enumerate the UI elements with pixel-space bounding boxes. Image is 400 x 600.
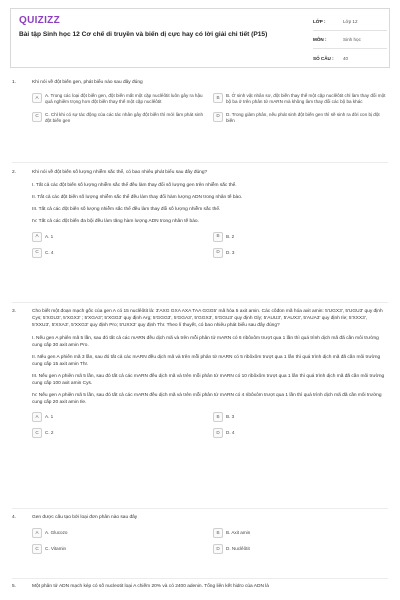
meta-key: SỐ CÂU :: [313, 55, 334, 61]
question-number: 5.: [12, 584, 17, 589]
option-letter-box: D: [213, 248, 223, 258]
option-text: C. Vitamin: [45, 545, 67, 551]
option-b[interactable]: [213, 528, 386, 538]
option-text: B. 3: [226, 414, 235, 420]
question-number: 2.: [12, 170, 17, 175]
option-c[interactable]: [32, 112, 205, 125]
option-d[interactable]: [213, 248, 386, 258]
divider: [12, 578, 388, 579]
meta-value: Lớp 12: [343, 19, 358, 24]
option-letter-box: A: [32, 412, 42, 422]
option-letter-box: A: [32, 232, 42, 242]
statement-iv: IV. Nếu gen A phiên mã 5 lần, sau đó tất cả các mARN đều dịch mã và trên mỗi phân tử mARN có 4 ribôxôm trượt qua 1 lần thì quá trình dịch mã đã cần môi trường cung cấp 20 axit amin Ile.: [32, 392, 382, 405]
option-d[interactable]: [213, 428, 386, 438]
option-letter-box: B: [213, 93, 223, 103]
option-letter-box: A: [32, 528, 42, 538]
option-letter-box: B: [213, 412, 223, 422]
meta-value: Sinh học: [343, 37, 361, 42]
answer-options: [32, 93, 386, 125]
answer-options: [32, 528, 386, 554]
option-d[interactable]: [213, 544, 386, 554]
option-b[interactable]: [213, 412, 386, 422]
option-letter-box: C: [32, 248, 42, 258]
question-body: [32, 309, 386, 438]
option-text: B. Axit amin: [226, 529, 251, 535]
option-text: D. 3: [226, 249, 235, 255]
document-meta: [313, 13, 387, 67]
question-text: Cho biết một đoạn mạch gốc của gen A có 15 nuclêôtit là: 3'AXG GXA AXA TAA GGG5' mã hóa 5 axit amin. Các côđon mã hóa axit amin: 5'UGX3', 5'UGU3' quy định Cys; 5'XGU3', 5'XGX3' ; 5'XGA3'; 5'XGG3' quy định Arg; 5'GGG3', 5'GGA3', 5'GGX3', 5'GGU3' quy định Gly; 5'AUU3', 5'AUX3', 5'AUA3' quy định Ile; 5'XXX3', 5'XXU3', 5'XXA3', 5'XXG3' quy định Pro; 5'UXX3' quy định Thr. Theo lí thuyết, có bao nhiêu phát biểu sau đây đúng?: [32, 309, 383, 328]
option-c[interactable]: [32, 428, 205, 438]
meta-row-subject: [313, 31, 387, 49]
statement-i: I. Nếu gen A phiên mã 5 lần, sau đó tất cả các mARN đều dịch mã và trên mỗi phân tử mARN có 6 ribôxôm trượt qua 1 lần thì quá trình dịch mã đã cần môi trường cung cấp 30 axit amin Pro.: [32, 335, 379, 348]
option-letter-box: A: [32, 93, 42, 103]
question-text: Gen được cấu tạo bởi loại đơn phân nào sau đây: [32, 515, 138, 520]
option-text: B. Ở sinh vật nhân sơ, đột biến thay thế một cặp nuclêôtit chỉ làm thay đổi một bộ ba ở trên phân tử mARN mà không làm thay đổi các bộ ba khác: [226, 92, 386, 105]
document-header: [10, 8, 390, 68]
option-c[interactable]: [32, 544, 205, 554]
quizizz-logo: QUIZIZZ: [19, 15, 60, 26]
question-number: 3.: [12, 309, 17, 314]
document-title: Bài tập Sinh học 12 Cơ chế di truyền và biến dị cực hay có lời giải chi tiết (P15): [19, 31, 268, 38]
question-text: Một phân tử ADN mạch kép có số nucleotit loại A chiếm 20% và có 2400 adenin. Tổng liên kết hidro của ADN là: [32, 584, 269, 589]
question-number: 1.: [12, 80, 17, 85]
option-text: A. 1: [45, 233, 54, 239]
question-body: [32, 584, 386, 597]
option-b[interactable]: [213, 232, 386, 242]
option-a[interactable]: [32, 93, 205, 106]
statement-iii: III. Nếu gen A phiên mã 5 lần, sau đó tất cả các mARN đều dịch mã và trên mỗi phân tử mARN có 10 ribôxôm trượt qua 1 lần thì quá trình dịch mã đã cần môi trường cung cấp 100 axit amin Cys.: [32, 373, 385, 386]
divider: [12, 162, 388, 163]
option-text: A. 1: [45, 414, 54, 420]
option-c[interactable]: [32, 248, 205, 258]
divider: [12, 302, 388, 303]
option-text: D. Nuclêôtit: [226, 545, 250, 551]
option-text: A. Glucozo: [45, 529, 68, 535]
meta-value: 40: [343, 55, 349, 61]
option-letter-box: B: [213, 528, 223, 538]
option-letter-box: B: [213, 232, 223, 242]
divider: [12, 508, 388, 509]
option-a[interactable]: [32, 528, 205, 538]
option-letter-box: D: [213, 544, 223, 554]
option-letter-box: D: [213, 428, 223, 438]
statement-ii: II. Tất cả các đột biến số lượng nhiễm sắc thể đều làm thay đổi hàm lượng ADN trong nhân tế bào.: [32, 194, 243, 200]
statement-ii: II. Nếu gen A phiên mã 3 lần, sau đó tất cả các mARN đều dịch mã và trên mỗi phân tử mARN có 5 ribôxôm trượt qua 1 lần thì quá trình dịch mã đã cần môi trường cung cấp 15 axit amin Thr.: [32, 354, 381, 367]
answer-options: [32, 232, 386, 258]
meta-row-count: [313, 49, 387, 67]
option-text: C. 4: [45, 249, 54, 255]
option-letter-box: C: [32, 112, 42, 122]
question-text: Khi nói về đột biến số lượng nhiễm sắc thể, có bao nhiêu phát biểu sau đây đúng?: [32, 170, 208, 175]
question-body: [32, 80, 386, 125]
question-body: [32, 170, 386, 258]
option-b[interactable]: [213, 93, 386, 106]
question-body: [32, 515, 386, 554]
meta-key: MÔN :: [313, 37, 327, 42]
option-letter-box: C: [32, 544, 42, 554]
question-text: Khi nói về đột biến gen, phát biểu nào sau đây đúng: [32, 80, 143, 85]
option-text: A. Trong các loại đột biến gen, đột biến mất một cặp nuclêôtit luôn gây ra hậu quả nghiêm trọng hơn đột biến thay thế một cặp nuclêôtit: [45, 92, 203, 105]
statement-iii: III. Tất cả các đột biến số lượng nhiễm sắc thể đều làm thay đổi số lượng nhiễm sắc thể.: [32, 206, 221, 212]
statement-iv: IV. Tất cả các đột biến đa bội đều làm tăng hàm lượng ADN trong nhân tế bào.: [32, 218, 199, 224]
option-text: D. 4: [226, 430, 235, 436]
option-text: C. Chỉ khi có sự tác động của các tác nhân gây đột biến thì mới làm phát sinh đột biến gen: [45, 111, 204, 124]
option-a[interactable]: [32, 232, 205, 242]
option-text: D. Trong giảm phân, nếu phát sinh đột biến gen thì sẽ sinh ra đời con bị đột biến: [226, 111, 380, 124]
question-number: 4.: [12, 515, 17, 520]
option-a[interactable]: [32, 412, 205, 422]
answer-options: [32, 412, 386, 438]
option-d[interactable]: [213, 112, 386, 125]
statement-i: I. Tất cả các đột biến số lượng nhiễm sắc thể đều làm thay đổi số lượng gen trên nhiễm sắc thể.: [32, 182, 237, 188]
meta-key: LỚP :: [313, 19, 326, 24]
option-text: B. 2: [226, 233, 235, 239]
option-text: C. 2: [45, 430, 54, 436]
option-letter-box: C: [32, 428, 42, 438]
meta-row-class: [313, 13, 387, 31]
option-letter-box: D: [213, 112, 223, 122]
